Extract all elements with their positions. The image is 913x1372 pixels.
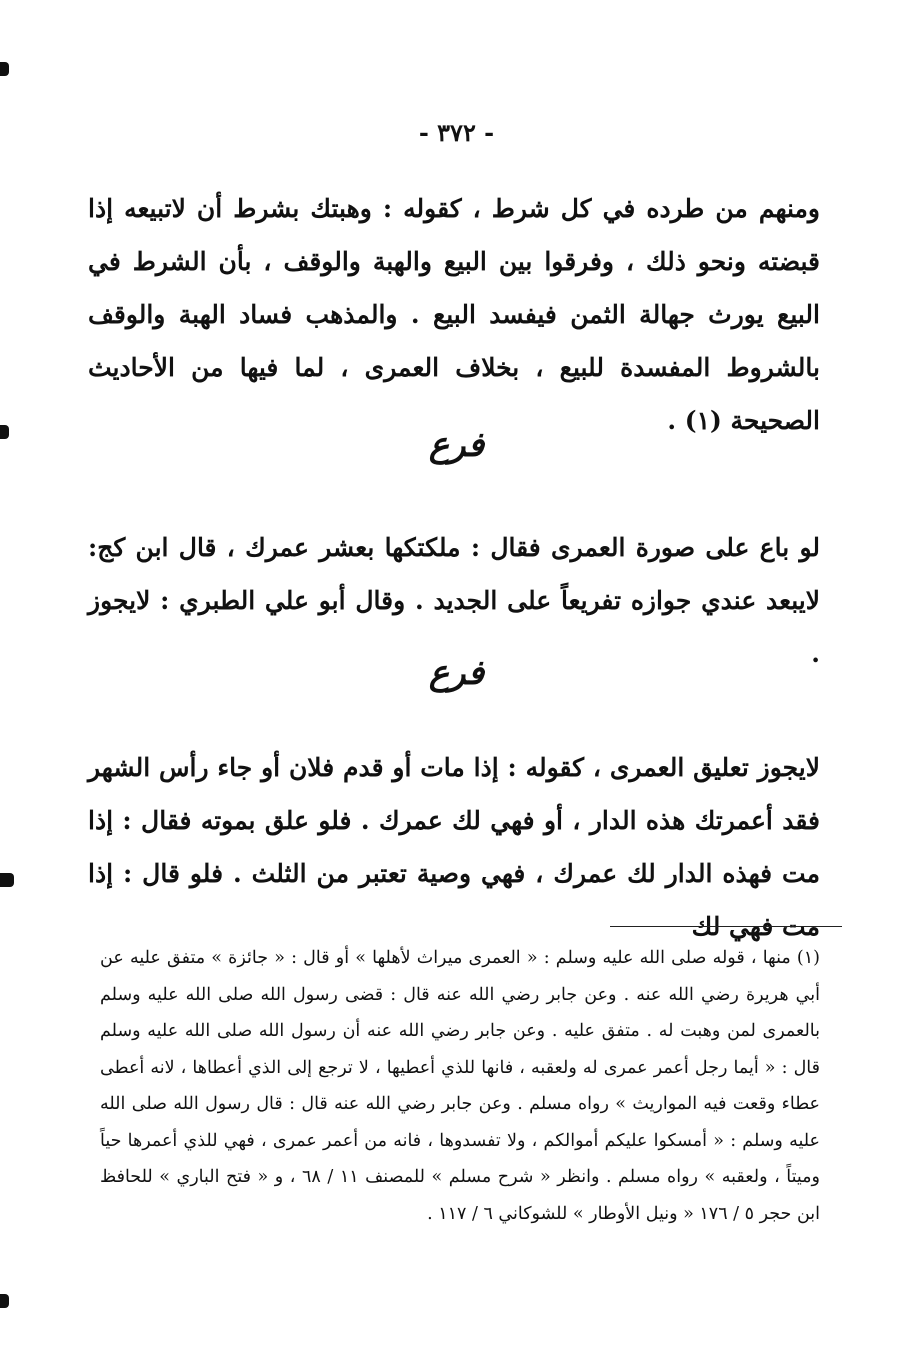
page-number: - ٣٧٢ -	[418, 118, 495, 147]
footnote-divider	[610, 926, 842, 927]
margin-binding-mark	[0, 62, 9, 76]
margin-binding-mark	[0, 873, 14, 887]
section-heading-far: فرع	[428, 653, 485, 693]
body-paragraph-3: لايجوز تعليق العمرى ، كقوله : إذا مات أو قدم فلان أو جاء رأس الشهر فقد أعمرتك هذه الدار ، أو فهي لك عمرك . فلو علق بموته فقال : إذا مت فهذه الدار لك عمرك ، فهي وصية تعتبر من الثلث . فلو قال : إذا مت فهي لك	[88, 753, 820, 941]
body-paragraph-1: ومنهم من طرده في كل شرط ، كقوله : وهبتك بشرط أن لاتبيعه إذا قبضته ونحو ذلك ، وفرقوا بين البيع والهبة والوقف ، بأن الشرط في البيع يورث جهالة الثمن فيفسد البيع . والمذهب فساد الهبة والوقف بالشروط المفسدة للبيع ، بخلاف العمرى ، لما فيها من الأحاديث الصحيحة (١) .	[88, 194, 820, 435]
footnote-text: (١) منها ، قوله صلى الله عليه وسلم : « العمرى ميراث لأهلها » أو قال : « جائزة » متفق عليه عن أبي هريرة رضي الله عنه . وعن جابر رضي الله عنه قال : قضى رسول الله صلى الله عليه وسلم بالعمرى لمن وهبت له . متفق عليه . وعن جابر رضي الله عنه أن رسول الله صلى الله عليه وسلم قال : « أيما رجل أعمر عمرى له ولعقبه ، فانها للذي أعطيها ، لا ترجع إلى الذي أعطاها ، لانه أعطى عطاء وقعت فيه المواريث » رواه مسلم . وعن جابر رضي الله عنه قال : قال رسول الله صلى الله عليه وسلم : « أمسكوا عليكم أموالكم ، ولا تفسدوها ، فانه من أعمر عمرى ، فهي للذي أعمرها حياً وميتاً ، ولعقبه » رواه مسلم . وانظر « شرح مسلم » للمصنف ١١ / ٦٨ ، و « فتح الباري » للحافظ ابن حجر ٥ / ١٧٦ « ونيل الأوطار » للشوكاني ٦ / ١١٧ .	[100, 948, 820, 1224]
margin-binding-mark	[0, 1294, 9, 1308]
section-heading-far: فرع	[428, 425, 485, 465]
body-paragraph-2: لو باع على صورة العمرى فقال : ملكتكها بعشر عمرك ، قال ابن كج: لايبعد عندي جوازه تفريعاً على الجديد . وقال أبو علي الطبري : لايجوز .	[88, 533, 820, 668]
